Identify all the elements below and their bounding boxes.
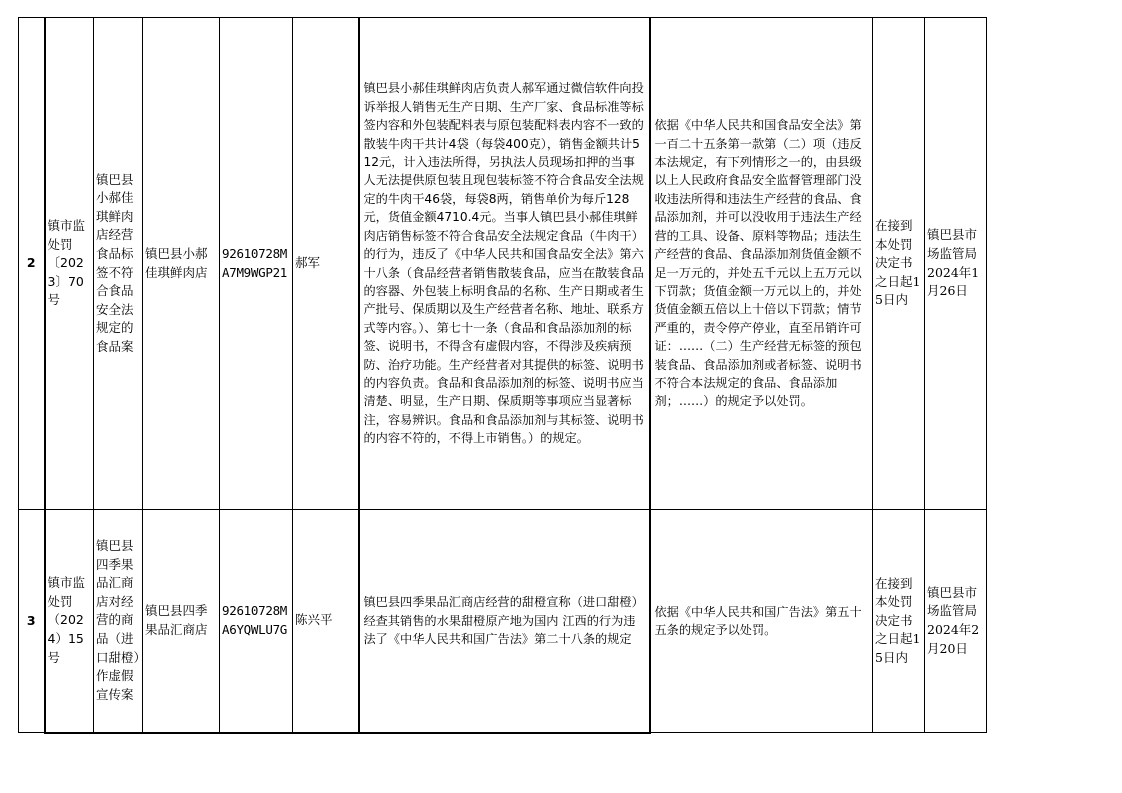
legal-representative: 陈兴平 — [293, 510, 359, 733]
decision-number: 镇市监处罚〔2023〕70号 — [45, 18, 94, 510]
penalty-basis: 依据《中华人民共和国食品安全法》第一百二十五条第一款第（二）项（违反本法规定，有下列情形之一的，由县级以上人民政府食品安全监督管理部门没收违法所得和违法生产经营的食品、食品添加剂，并可以没收用于违法生产经营的工具、设备、原料等物品；违法生产经营的食品、食品添加剂货值金额不足一万元的，并处五千元以上五万元以下罚款；货值金额一万元以上的，并处货值金额五倍以上十倍以下罚款；情节严重的，责令停产停业，直至吊销许可证：……（二）生产经营无标签的预包装食品、食品添加剂或者标签、说明书不符合本法规定的食品、食品添加剂；……）的规定予以处罚。 — [650, 18, 873, 510]
violation-facts: 镇巴县四季果品汇商店经营的甜橙宣称（进口甜橙）经查其销售的水果甜橙原产地为国内 江西的行为违法了《中华人民共和国广告法》第二十八条的规定 — [359, 510, 650, 733]
party-name: 镇巴县四季果品汇商店 — [143, 510, 220, 733]
table-row — [19, 510, 987, 733]
legal-representative: 郝军 — [293, 18, 359, 510]
authority-and-date: 镇巴县市场监管局2024年2月20日 — [925, 510, 987, 733]
credit-code: 92610728MA6YQWLU7G — [220, 510, 293, 733]
authority-and-date: 镇巴县市场监管局2024年1月26日 — [925, 18, 987, 510]
decision-number: 镇市监处罚（2024）15号 — [45, 510, 94, 733]
row-number: 2 — [19, 18, 45, 510]
row-number: 3 — [19, 510, 45, 733]
case-name: 镇巴县小郝佳琪鲜肉店经营食品标签不符合食品安全法规定的食品案 — [94, 18, 143, 510]
table-row — [19, 18, 987, 510]
violation-facts: 镇巴县小郝佳琪鲜肉店负责人郝军通过微信软件向投诉举报人销售无生产日期、生产厂家、食品标准等标签内容和外包装配料表与原包装配料表内容不一致的散装牛肉干共计4袋（每袋400克），销售金额共计512元，计入违法所得，另执法人员现场扣押的当事人无法提供原包装且现包装标签不符合食品安全法规定的牛肉干46袋，每袋8两，销售单价为每斤128元，货值金额4710.4元。当事人镇巴县小郝佳琪鲜肉店销售标签不符合食品安全法规定食品（牛肉干）的行为，违反了《中华人民共和国食品安全法》第六十八条（食品经营者销售散装食品，应当在散装食品的容器、外包装上标明食品的名称、生产日期或者生产批号、保质期以及生产经营者名称、地址、联系方式等内容。）、第七十一条（食品和食品添加剂的标签、说明书，不得含有虚假内容，不得涉及疾病预防、治疗功能。生产经营者对其提供的标签、说明书的内容负责。食品和食品添加剂的标签、说明书应当清楚、明显，生产日期、保质期等事项应当显著标注，容易辨识。食品和食品添加剂与其标签、说明书的内容不符的，不得上市销售。）的规定。 — [359, 18, 650, 510]
performance-deadline: 在接到本处罚决定书之日起15日内 — [873, 18, 925, 510]
credit-code: 92610728MA7M9WGP21 — [220, 18, 293, 510]
case-name: 镇巴县四季果品汇商店对经营的商品（进口甜橙）作虚假宣传案 — [94, 510, 143, 733]
penalty-basis: 依据《中华人民共和国广告法》第五十五条的规定予以处罚。 — [650, 510, 873, 733]
performance-deadline: 在接到本处罚决定书之日起15日内 — [873, 510, 925, 733]
penalty-table — [18, 17, 987, 734]
party-name: 镇巴县小郝佳琪鲜肉店 — [143, 18, 220, 510]
